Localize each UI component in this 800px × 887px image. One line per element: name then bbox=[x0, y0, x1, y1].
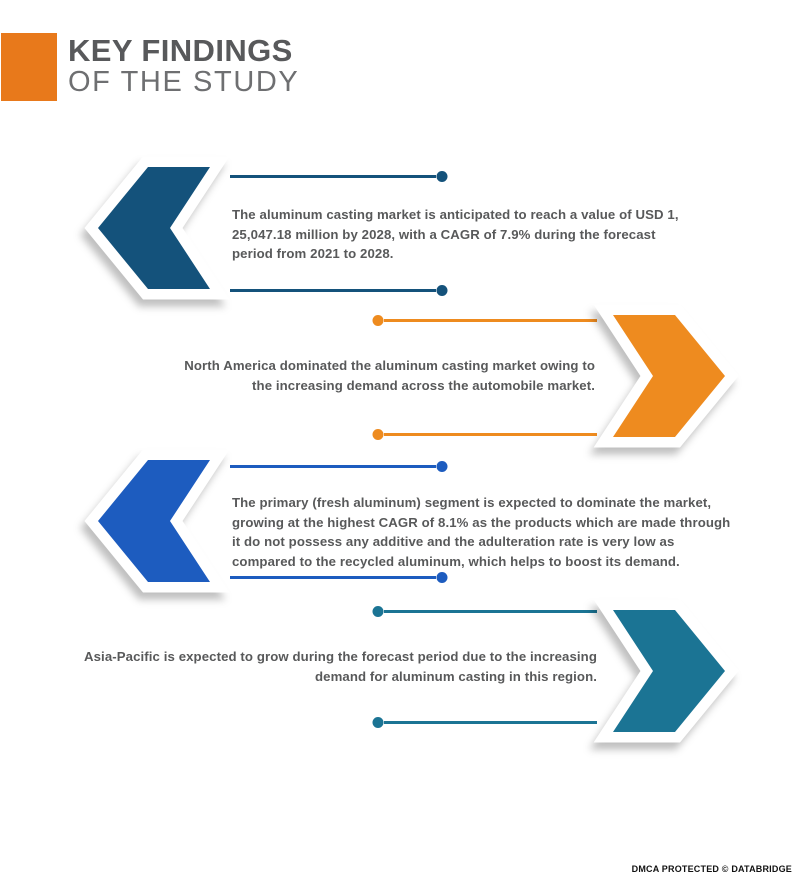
finding-1-line-2: 25,047.18 million by 2028, with a CAGR of 7.9% during the forecast bbox=[232, 226, 656, 242]
connector-dot bbox=[437, 461, 448, 472]
accent-square-rect bbox=[1, 33, 57, 101]
finding-text-4 bbox=[20, 647, 597, 686]
chevron-left-shape bbox=[98, 167, 210, 289]
finding-4-line-1: Asia-Pacific is expected to grow during the forecast period due to the increasing bbox=[84, 649, 597, 664]
finding-1-line-1: The aluminum casting market is anticipated to reach a value of USD 1, bbox=[232, 207, 679, 222]
connector-top bbox=[372, 605, 598, 618]
finding-2-line-2: the increasing demand across the automobile market. bbox=[252, 377, 595, 393]
connector-bottom bbox=[372, 716, 598, 729]
connector-bottom bbox=[228, 571, 450, 584]
finding-text-2 bbox=[75, 356, 595, 395]
connector-dot bbox=[373, 606, 384, 617]
connector-bottom bbox=[228, 284, 450, 297]
finding-2-line-1: North America dominated the aluminum casting market owing to bbox=[184, 358, 595, 373]
copyright-note: DMCA PROTECTED © DATABRIDGE bbox=[631, 864, 792, 874]
connector-dot bbox=[437, 285, 448, 296]
connector-dot bbox=[373, 429, 384, 440]
connector-top bbox=[228, 460, 450, 473]
page-title bbox=[68, 34, 299, 98]
accent-square bbox=[1, 33, 57, 101]
chevron-left-icon bbox=[76, 446, 236, 596]
chevron-right-shape bbox=[613, 610, 725, 732]
chevron-right-icon bbox=[587, 301, 747, 451]
connector-top bbox=[228, 170, 450, 183]
chevron-right-shape bbox=[613, 315, 725, 437]
connector-top bbox=[372, 314, 598, 327]
chevron-right-icon bbox=[587, 596, 747, 746]
finding-text-1 bbox=[232, 205, 772, 264]
finding-3-line-2: growing at the highest CAGR of 8.1% as the products which are made through bbox=[232, 514, 731, 530]
connector-dot bbox=[373, 315, 384, 326]
finding-text-3 bbox=[232, 493, 777, 571]
page-title-line1: KEY FINDINGS bbox=[68, 33, 293, 68]
chevron-left-shape bbox=[98, 460, 210, 582]
finding-3-line-1: The primary (fresh aluminum) segment is expected to dominate the market, bbox=[232, 495, 712, 510]
finding-3-line-4: compared to the recycled aluminum, which helps to boost its demand. bbox=[232, 553, 680, 569]
connector-dot bbox=[437, 171, 448, 182]
finding-4-line-2: demand for aluminum casting in this region. bbox=[315, 668, 597, 684]
connector-dot bbox=[437, 572, 448, 583]
finding-3-line-3: it do not possess any additive and the adulteration rate is very low as bbox=[232, 534, 675, 549]
finding-1-line-3: period from 2021 to 2028. bbox=[232, 246, 394, 261]
connector-bottom bbox=[372, 428, 598, 441]
chevron-left-icon bbox=[76, 153, 236, 303]
connector-dot bbox=[373, 717, 384, 728]
page-title-line2: OF THE STUDY bbox=[68, 66, 300, 98]
